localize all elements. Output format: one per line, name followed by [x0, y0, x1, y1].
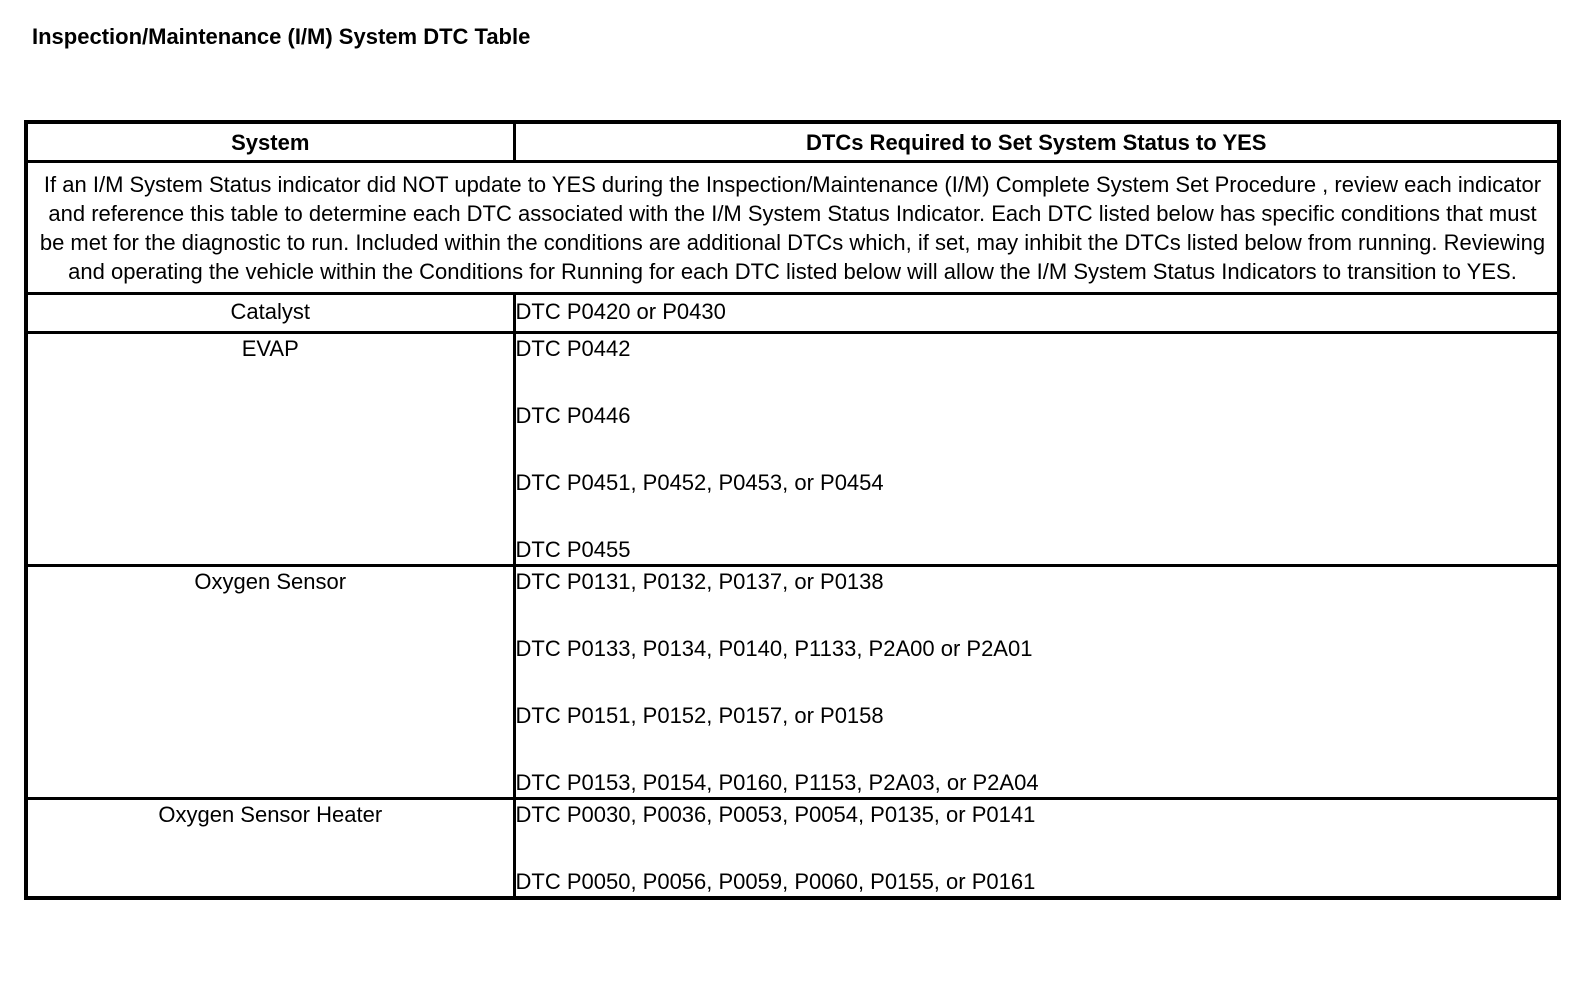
dtc-entry: DTC P0151, P0152, P0157, or P0158 [515, 703, 884, 728]
table-intro-row [26, 162, 1559, 294]
header-dtcs: DTCs Required to Set System Status to YES [514, 122, 1559, 162]
table-row [26, 294, 1559, 333]
dtc-cell-evap [514, 333, 1559, 566]
dtc-entry: DTC P0050, P0056, P0059, P0060, P0155, or P0161 [515, 869, 1036, 894]
dtc-table [24, 120, 1561, 900]
dtc-entry: DTC P0446 [515, 403, 631, 428]
table-header-row [26, 122, 1559, 162]
system-cell-evap: EVAP [26, 333, 514, 566]
table-row [26, 799, 1559, 899]
dtc-entry: DTC P0451, P0452, P0453, or P0454 [515, 470, 884, 495]
system-cell-oxygen-sensor: Oxygen Sensor [26, 566, 514, 799]
dtc-entry: DTC P0455 [515, 537, 631, 562]
intro-text: If an I/M System Status indicator did NOT update to YES during the Inspection/Maintenance (I/M) Complete System Set Procedure , review each indicator and reference this table to determine each DTC associated with the I/M System Status Indicator. Each DTC listed below has specific conditions that must be met for the diagnostic to run. Included within the conditions are additional DTCs which, if set, may inhibit the DTCs listed below from running. Reviewing and operating the vehicle within the Conditions for Running for each DTC listed below will allow the I/M System Status Indicators to transition to YES. [26, 162, 1559, 294]
dtc-entry: DTC P0030, P0036, P0053, P0054, P0135, or P0141 [515, 802, 1036, 827]
dtc-entry: DTC P0442 [515, 336, 631, 361]
dtc-cell-catalyst [514, 294, 1559, 333]
document-title: Inspection/Maintenance (I/M) System DTC Table [32, 24, 531, 49]
dtc-cell-oxygen-sensor [514, 566, 1559, 799]
table-row [26, 566, 1559, 799]
table-row [26, 333, 1559, 566]
dtc-cell-oxygen-sensor-heater [514, 799, 1559, 899]
system-cell-catalyst: Catalyst [26, 294, 514, 333]
dtc-entry: DTC P0153, P0154, P0160, P1153, P2A03, or P2A04 [515, 770, 1039, 795]
system-cell-oxygen-sensor-heater: Oxygen Sensor Heater [26, 799, 514, 899]
dtc-entry: DTC P0420 or P0430 [515, 299, 726, 324]
header-system: System [26, 122, 514, 162]
dtc-entry: DTC P0133, P0134, P0140, P1133, P2A00 or P2A01 [515, 636, 1033, 661]
dtc-entry: DTC P0131, P0132, P0137, or P0138 [515, 569, 884, 594]
